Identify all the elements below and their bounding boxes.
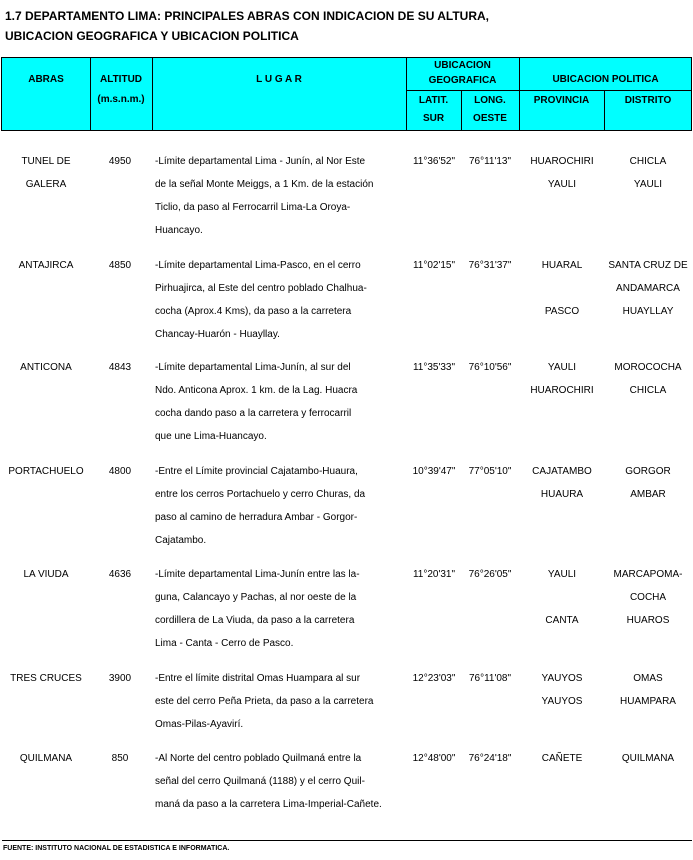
cell-lugar [155, 563, 405, 655]
cell-abra [2, 356, 90, 379]
cell-provincia [520, 563, 604, 632]
cell-lugar [155, 747, 405, 816]
cell-distrito [604, 356, 692, 402]
header-altitud: ALTITUD [99, 74, 143, 85]
header-altitud-unit: (m.s.n.m.) [97, 94, 145, 105]
cell-distrito-line: COCHA [629, 592, 667, 603]
cell-lugar [155, 150, 405, 242]
header-longitud-2: OESTE [473, 113, 507, 124]
cell-distrito [604, 747, 692, 770]
cell-provincia-line: PASCO [544, 306, 580, 317]
cell-provincia [520, 356, 604, 402]
cell-lugar-line: paso al camino de herradura Ambar - Gorgor- [155, 512, 358, 523]
cell-lat: 10°39'47" [412, 466, 456, 477]
header-lugar: L U G A R [256, 74, 302, 85]
header-ubicacion-geo-2: GEOGRAFICA [428, 75, 497, 86]
cell-lat: 12°23'03" [412, 673, 456, 684]
cell-provincia-line: CANTA [545, 615, 579, 626]
cell-abra [2, 150, 90, 196]
cell-lugar-line: -Entre el límite distrital Omas Huampara al sur [155, 673, 361, 684]
cell-distrito-line: ANDAMARCA [616, 283, 680, 294]
cell-altitud: 4950 [108, 156, 132, 167]
source-note: FUENTE: INSTITUTO NACIONAL DE ESTADISTICA E INFORMATICA. [3, 845, 230, 852]
cell-distrito-line: MOROCOCHA [614, 362, 682, 373]
header-latitud-2: SUR [422, 113, 445, 124]
cell-abra [2, 667, 90, 690]
cell-provincia [520, 150, 604, 196]
cell-altitud: 4843 [108, 362, 132, 373]
cell-provincia-line: CAÑETE [541, 753, 583, 764]
cell-distrito [604, 254, 692, 323]
cell-lat: 11°02'15" [412, 260, 456, 271]
cell-lon: 76°11'08" [468, 673, 512, 684]
cell-abra-line: TRES CRUCES [10, 673, 82, 684]
cell-abra-line: QUILMANA [19, 753, 73, 764]
cell-lugar-line: cocha (Aprox.4 Kms), da paso a la carretera [155, 306, 352, 317]
cell-abra-line: PORTACHUELO [8, 466, 84, 477]
cell-provincia [520, 667, 604, 713]
cell-abra-line: TUNEL DE [21, 156, 71, 167]
table-title [5, 6, 690, 46]
cell-distrito [604, 150, 692, 196]
cell-lugar-line: que une Lima-Huancayo. [155, 431, 267, 442]
cell-lon: 76°31'37" [468, 260, 512, 271]
cell-distrito-line: AMBAR [630, 489, 666, 500]
cell-distrito-line: OMAS [633, 673, 663, 684]
cell-provincia-line [520, 277, 604, 300]
cell-provincia-line: YAUYOS [541, 673, 583, 684]
cell-distrito-line: GORGOR [625, 466, 671, 477]
cell-provincia-line: YAULI [547, 362, 577, 373]
cell-provincia-line: CAJATAMBO [532, 466, 592, 477]
cell-lat: 11°35'33" [412, 362, 456, 373]
cell-distrito-line: HUAROS [626, 615, 670, 626]
cell-lugar-line: -Límite departamental Lima-Pasco, en el cerro [155, 260, 361, 271]
cell-provincia [520, 747, 604, 770]
cell-lugar [155, 460, 405, 552]
cell-lat: 12°48'00" [412, 753, 456, 764]
cell-lugar [155, 356, 405, 448]
cell-distrito-line: YAULI [633, 179, 663, 190]
cell-abra [2, 460, 90, 483]
cell-altitud: 3900 [108, 673, 132, 684]
cell-lugar-line: maná da paso a la carretera Lima-Imperial-Cañete. [155, 799, 382, 810]
cell-altitud: 4850 [108, 260, 132, 271]
cell-distrito-line: MARCAPOMA- [613, 569, 683, 580]
table-title-line-2: UBICACION GEOGRAFICA Y UBICACION POLITICA [5, 29, 299, 43]
cell-distrito-line: QUILMANA [621, 753, 675, 764]
cell-lugar [155, 254, 405, 346]
cell-lugar-line: -Límite departamental Lima - Junín, al Nor Este [155, 156, 366, 167]
cell-abra [2, 563, 90, 586]
cell-provincia [520, 460, 604, 506]
cell-lugar-line: Huancayo. [155, 225, 203, 236]
cell-lat: 11°36'52" [412, 156, 456, 167]
cell-lugar-line: -Límite departamental Lima-Junín, al sur del [155, 362, 351, 373]
cell-distrito-line: CHICLA [629, 156, 667, 167]
cell-provincia-line: HUAROCHIRI [530, 156, 594, 167]
cell-abra-line: LA VIUDA [23, 569, 69, 580]
cell-provincia-line: YAULI [547, 179, 577, 190]
cell-lugar-line: Chancay-Huarón - Huayllay. [155, 329, 280, 340]
cell-abra [2, 747, 90, 770]
header-provincia: PROVINCIA [533, 95, 590, 106]
cell-provincia [520, 254, 604, 323]
header-latitud-1: LATIT. [418, 95, 449, 106]
cell-provincia-line: HUAROCHIRI [530, 385, 594, 396]
cell-lon: 76°11'13" [468, 156, 512, 167]
cell-altitud: 4800 [108, 466, 132, 477]
cell-provincia-line: HUAURA [540, 489, 584, 500]
cell-distrito-line: SANTA CRUZ DE [608, 260, 688, 271]
cell-distrito [604, 460, 692, 506]
cell-provincia-line: YAUYOS [541, 696, 583, 707]
cell-lon: 77°05'10" [468, 466, 512, 477]
cell-altitud: 4636 [108, 569, 132, 580]
cell-lugar-line: -Entre el Límite provincial Cajatambo-Huaura, [155, 466, 358, 477]
cell-lugar-line: Pirhuajirca, al Este del centro poblado Chalhua- [155, 283, 367, 294]
cell-lat: 11°20'31" [412, 569, 456, 580]
cell-altitud: 850 [111, 753, 129, 764]
cell-distrito-line: CHICLA [629, 385, 667, 396]
cell-lugar-line: señal del cerro Quilmaná (1188) y el cerro Quil- [155, 776, 365, 787]
cell-lugar-line: cordillera de La Viuda, da paso a la carretera [155, 615, 355, 626]
table-header [1, 57, 692, 131]
cell-lon: 76°24'18" [468, 753, 512, 764]
cell-provincia-line [520, 586, 604, 609]
cell-abra-line: GALERA [25, 179, 67, 190]
cell-lugar-line: este del cerro Peña Prieta, da paso a la carretera [155, 696, 374, 707]
cell-distrito-line: HUAMPARA [620, 696, 676, 707]
cell-distrito [604, 667, 692, 713]
cell-lugar-line: Ndo. Anticona Aprox. 1 km. de la Lag. Huacra [155, 385, 358, 396]
cell-lugar-line: de la señal Monte Meiggs, a 1 Km. de la estación [155, 179, 374, 190]
cell-provincia-line: YAULI [547, 569, 577, 580]
table-title-line-1: 1.7 DEPARTAMENTO LIMA: PRINCIPALES ABRAS CON INDICACION DE SU ALTURA, [5, 9, 490, 23]
cell-lugar-line: cocha dando paso a la carretera y ferrocarril [155, 408, 352, 419]
cell-lugar-line: -Límite departamental Lima-Junín entre las la- [155, 569, 360, 580]
cell-lugar-line: -Al Norte del centro poblado Quilmaná entre la [155, 753, 362, 764]
cell-lon: 76°10'56" [468, 362, 512, 373]
cell-lugar-line: Omas-Pilas-Ayavirí. [155, 719, 244, 730]
header-ubicacion-geo-1: UBICACION [434, 60, 491, 71]
cell-lugar-line: entre los cerros Portachuelo y cerro Churas, da [155, 489, 366, 500]
cell-lon: 76°26'05" [468, 569, 512, 580]
cell-lugar-line: guna, Calancayo y Pachas, al nor oeste de la [155, 592, 357, 603]
cell-lugar-line: Cajatambo. [155, 535, 207, 546]
footer-rule [2, 840, 692, 841]
header-abras: ABRAS [28, 74, 64, 85]
header-ubicacion-politica: UBICACION POLITICA [552, 74, 659, 85]
cell-lugar-line: Lima - Canta - Cerro de Pasco. [155, 638, 294, 649]
cell-provincia-line: HUARAL [541, 260, 583, 271]
cell-abra-line: ANTAJIRCA [18, 260, 74, 271]
cell-distrito-line: HUAYLLAY [622, 306, 674, 317]
cell-lugar-line: Ticlio, da paso al Ferrocarril Lima-La Oroya- [155, 202, 351, 213]
header-longitud-1: LONG. [474, 95, 506, 106]
cell-abra-line: ANTICONA [20, 362, 72, 373]
cell-lugar [155, 667, 405, 736]
header-distrito: DISTRITO [624, 95, 672, 106]
cell-distrito [604, 563, 692, 632]
cell-abra [2, 254, 90, 277]
